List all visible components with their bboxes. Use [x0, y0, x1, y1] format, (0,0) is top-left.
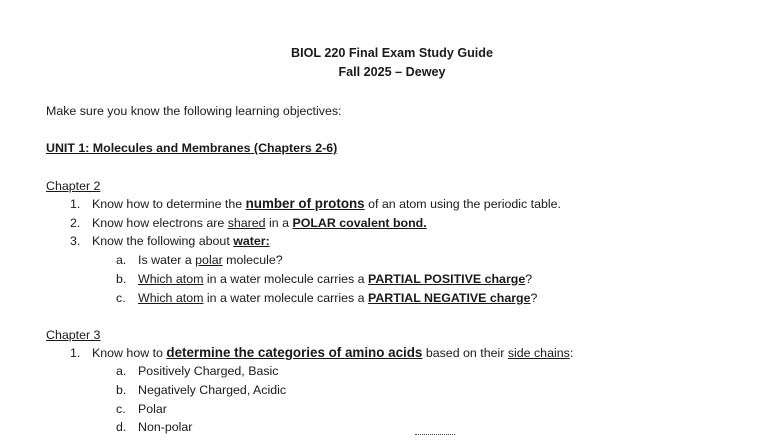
emphasis-text: water:	[233, 234, 270, 248]
list-letter: b.	[116, 272, 127, 286]
item-text: in a	[265, 216, 293, 230]
list-letter: a.	[116, 253, 127, 267]
item-text: ?	[525, 272, 533, 286]
item-text: based on their	[422, 346, 508, 360]
chapter3-heading: Chapter 3	[46, 328, 101, 342]
list-number: 2.	[70, 216, 81, 230]
item-text: in a water molecule carries a	[203, 291, 369, 305]
underlined-text: Which atom	[138, 272, 204, 286]
underlined-text: polar	[195, 253, 223, 267]
list-number: 1.	[70, 197, 81, 211]
item-text: Negatively Charged, Acidic	[138, 383, 287, 397]
chapter2-item-3	[70, 233, 270, 249]
list-letter: c.	[116, 291, 126, 305]
chapter2-subitem-b	[116, 271, 532, 287]
cut-off-text-fragment	[415, 434, 455, 441]
item-text: Is water a	[138, 253, 196, 267]
item-text: Non-polar	[138, 420, 193, 434]
emphasis-text: PARTIAL POSITIVE charge	[368, 272, 526, 286]
underlined-text: Which atom	[138, 291, 204, 305]
chapter3-subitem-c	[116, 401, 167, 417]
item-text: Know the following about	[92, 234, 234, 248]
emphasis-text: number of protons	[245, 196, 365, 211]
document-title: BIOL 220 Final Exam Study Guide	[290, 46, 494, 60]
item-text: in a water molecule carries a	[203, 272, 369, 286]
list-letter: b.	[116, 383, 127, 397]
chapter2-heading: Chapter 2	[46, 179, 101, 193]
item-text: ?	[530, 291, 538, 305]
item-text: molecule?	[222, 253, 283, 267]
item-text: Polar	[138, 402, 167, 416]
document-subtitle: Fall 2025 – Dewey	[338, 65, 446, 79]
chapter3-item-1	[70, 345, 573, 361]
underlined-text: shared	[227, 216, 266, 230]
underlined-text: side chains	[507, 346, 570, 360]
list-number: 3.	[70, 234, 81, 248]
list-number: 1.	[70, 346, 81, 360]
chapter2-item-2	[70, 215, 427, 231]
emphasis-text: PARTIAL NEGATIVE charge	[368, 291, 531, 305]
item-text: Know how electrons are	[92, 216, 228, 230]
unit1-heading: UNIT 1: Molecules and Membranes (Chapters 2-6)	[46, 141, 338, 155]
chapter3-subitem-a	[116, 363, 279, 379]
item-text: :	[569, 346, 574, 360]
item-text: Positively Charged, Basic	[138, 364, 279, 378]
chapter2-item-1	[70, 196, 561, 212]
item-text: Know how to	[92, 346, 167, 360]
intro-text: Make sure you know the following learning objectives:	[46, 104, 342, 118]
emphasis-text: POLAR covalent bond.	[292, 216, 427, 230]
item-text: of an atom using the periodic table.	[364, 197, 561, 211]
chapter2-subitem-c	[116, 290, 537, 306]
list-letter: c.	[116, 402, 126, 416]
emphasis-text: determine the categories of amino acids	[166, 345, 423, 360]
chapter3-subitem-d	[116, 419, 192, 435]
list-letter: d.	[116, 420, 127, 434]
chapter3-subitem-b	[116, 382, 286, 398]
chapter2-subitem-a	[116, 252, 283, 268]
item-text: Know how to determine the	[92, 197, 246, 211]
list-letter: a.	[116, 364, 127, 378]
